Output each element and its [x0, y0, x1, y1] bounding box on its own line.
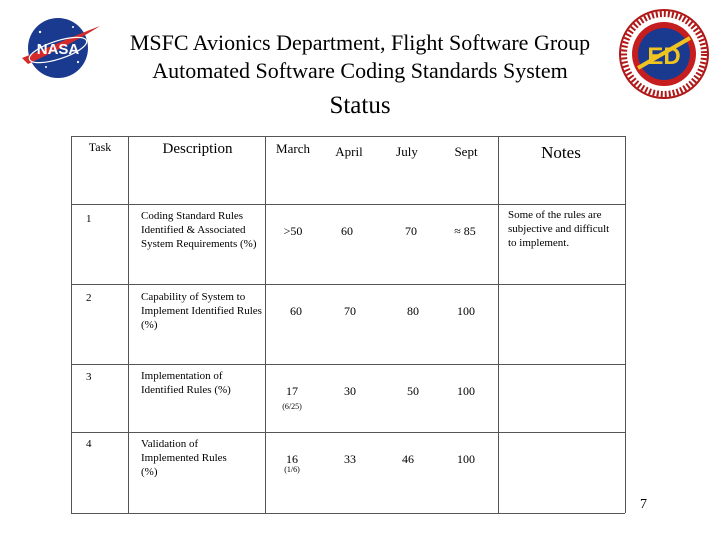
task-number: 1 [86, 213, 92, 225]
task-number: 4 [86, 438, 92, 450]
task-number: 3 [86, 371, 92, 383]
page-number: 7 [640, 497, 647, 512]
sept-value: 100 [457, 384, 475, 398]
april-value: 30 [344, 384, 356, 398]
header-description: Description [162, 141, 233, 157]
march-fraction: (1/6) [284, 465, 300, 474]
header-notes: Notes [541, 143, 581, 162]
task-description: Coding Standard Rules Identified & Associated System Requirements (%) [141, 210, 257, 250]
task-description: Implementation of Identified Rules (%) [141, 370, 231, 396]
april-value: 33 [344, 452, 356, 466]
engineering-directorate-logo [618, 8, 710, 100]
april-value: 60 [341, 224, 353, 238]
nasa-logo [18, 12, 102, 84]
march-fraction: (6/25) [282, 402, 302, 411]
header-sept: Sept [454, 144, 478, 159]
task-description: Validation of Implemented Rules (%) [141, 438, 227, 478]
header-march: March [276, 141, 310, 156]
task-description: Capability of System to Implement Identified Rules (%) [141, 291, 262, 331]
svg-text:NASA: NASA [36, 41, 80, 58]
sept-value: 100 [457, 452, 475, 466]
march-value: 17 [286, 384, 298, 398]
header-april: April [335, 144, 363, 159]
july-value: 50 [407, 384, 419, 398]
sept-value: 100 [457, 304, 475, 318]
july-value: 46 [402, 452, 414, 466]
march-value: >50 [283, 224, 303, 238]
april-value: 70 [344, 304, 356, 318]
july-value: 80 [407, 304, 419, 318]
title-line-1: MSFC Avionics Department, Flight Software Group [129, 30, 591, 55]
title-line-2: Automated Software Coding Standards System [152, 58, 568, 83]
page-subtitle: Status [329, 92, 391, 119]
row-notes: Some of the rules are subjective and difficult to implement. [508, 209, 610, 249]
march-value: 16 [286, 452, 298, 466]
july-value: 70 [405, 224, 417, 238]
header-july: July [396, 144, 418, 159]
task-number: 2 [86, 292, 92, 304]
sept-value: ≈ 85 [454, 224, 476, 238]
march-value: 60 [290, 304, 302, 318]
header-task: Task [88, 140, 112, 154]
svg-text:ED: ED [647, 43, 681, 70]
